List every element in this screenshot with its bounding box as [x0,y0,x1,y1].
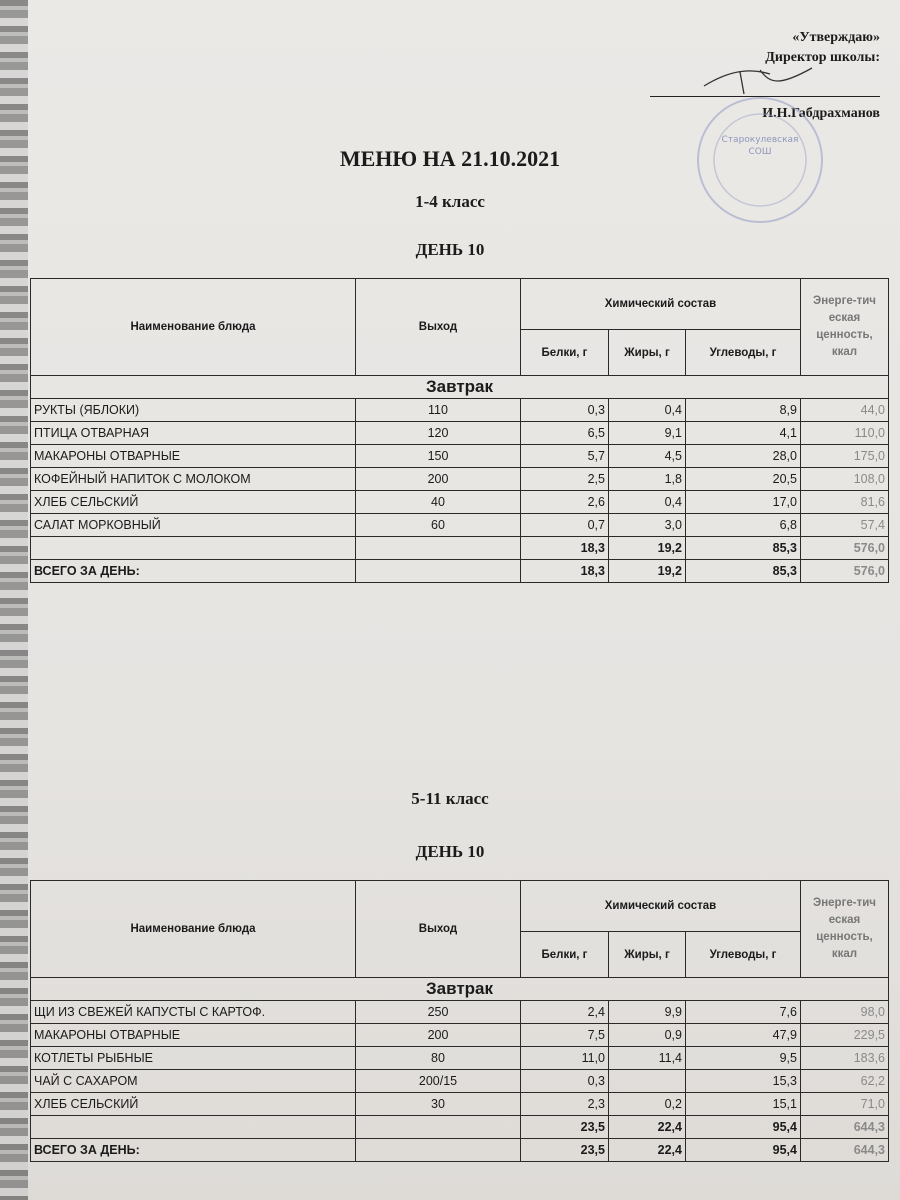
table-cell: 81,6 [801,491,889,514]
table-cell: 644,3 [801,1139,889,1162]
table-cell: МАКАРОНЫ ОТВАРНЫЕ [31,445,356,468]
table-cell: 1,8 [609,468,686,491]
table-cell: 0,2 [609,1093,686,1116]
table-row [31,399,889,422]
menu-table [30,880,889,1162]
table-cell: 200/15 [356,1070,521,1093]
table-cell: 62,2 [801,1070,889,1093]
header-name: Наименование блюда [31,881,356,978]
table-row [31,1093,889,1116]
menu-table [30,278,889,583]
table-cell: 175,0 [801,445,889,468]
table-cell: 110,0 [801,422,889,445]
table-cell: 0,7 [521,514,609,537]
header-fat: Жиры, г [609,330,686,376]
table-cell: ЧАЙ С САХАРОМ [31,1070,356,1093]
table-cell: 7,5 [521,1024,609,1047]
table-row [31,1047,889,1070]
header-carbs: Углеводы, г [686,932,801,978]
table-cell: РУКТЫ (ЯБЛОКИ) [31,399,356,422]
table-cell: 0,3 [521,1070,609,1093]
approval-line: «Утверждаю» [792,30,880,45]
table-cell: 95,4 [686,1116,801,1139]
table-row [31,1024,889,1047]
table-cell: 0,3 [521,399,609,422]
table-cell: 15,1 [686,1093,801,1116]
table-cell: 95,4 [686,1139,801,1162]
director-name: И.Н.Габдрахманов [762,106,880,121]
table-cell: 98,0 [801,1001,889,1024]
header-fat: Жиры, г [609,932,686,978]
table-cell: ХЛЕБ СЕЛЬСКИЙ [31,491,356,514]
table-cell: 576,0 [801,560,889,583]
table-cell: ВСЕГО ЗА ДЕНЬ: [31,1139,356,1162]
subtotal-row [31,1116,889,1139]
table-cell: 11,4 [609,1047,686,1070]
table-cell: 15,3 [686,1070,801,1093]
table-cell: 20,5 [686,468,801,491]
header-energy: Энерге-тич еская ценность, ккал [801,279,889,376]
header-chem: Химический состав [521,279,801,330]
table-cell: 47,9 [686,1024,801,1047]
table-cell: 57,4 [801,514,889,537]
table-cell: 7,6 [686,1001,801,1024]
table-cell [356,1116,521,1139]
table-cell: 18,3 [521,537,609,560]
menu-title: МЕНЮ НА 21.10.2021 [339,146,561,171]
stamp-text: СОШ [748,147,772,157]
table-cell: 2,4 [521,1001,609,1024]
table-row [31,491,889,514]
director-title: Директор школы: [765,50,880,65]
table-cell: 19,2 [609,537,686,560]
table-cell: 60 [356,514,521,537]
table-cell: 120 [356,422,521,445]
table-cell: 85,3 [686,537,801,560]
total-row [31,1139,889,1162]
table-row [31,468,889,491]
table-cell: 229,5 [801,1024,889,1047]
table-row [31,514,889,537]
total-row [31,560,889,583]
table-cell: 23,5 [521,1139,609,1162]
table-cell: 22,4 [609,1139,686,1162]
table-row [31,1001,889,1024]
table-cell [31,537,356,560]
table-row [31,422,889,445]
table-cell: 200 [356,1024,521,1047]
table-cell [31,1116,356,1139]
table-cell: 19,2 [609,560,686,583]
table-cell [609,1070,686,1093]
table-cell: 2,3 [521,1093,609,1116]
table-cell: 6,5 [521,422,609,445]
table-cell: 18,3 [521,560,609,583]
day-title: ДЕНЬ 10 [415,240,485,259]
grade-title: 5-11 класс [411,789,489,808]
table-cell: 30 [356,1093,521,1116]
header-yield: Выход [356,279,521,376]
header-chem: Химический состав [521,881,801,932]
table-cell: 3,0 [609,514,686,537]
table-cell: 0,4 [609,491,686,514]
table-cell: 44,0 [801,399,889,422]
meal-title: Завтрак [31,376,889,399]
table-cell: 9,9 [609,1001,686,1024]
header-yield: Выход [356,881,521,978]
table-cell: ХЛЕБ СЕЛЬСКИЙ [31,1093,356,1116]
table-cell [356,1139,521,1162]
table-cell: 110 [356,399,521,422]
header-protein: Белки, г [521,330,609,376]
subtotal-row [31,537,889,560]
stamp-text: Старокулевская [721,135,799,145]
scan-edge [0,0,28,1200]
table-cell [356,560,521,583]
table-cell: 644,3 [801,1116,889,1139]
table-cell: 17,0 [686,491,801,514]
table-row [31,445,889,468]
table-cell: 0,9 [609,1024,686,1047]
grade-title: 1-4 класс [415,192,485,211]
table-cell [356,537,521,560]
table-cell: 71,0 [801,1093,889,1116]
table-cell: 40 [356,491,521,514]
table-cell: 4,1 [686,422,801,445]
table-cell: 22,4 [609,1116,686,1139]
table-cell: КОФЕЙНЫЙ НАПИТОК С МОЛОКОМ [31,468,356,491]
header-name: Наименование блюда [31,279,356,376]
table-cell: 183,6 [801,1047,889,1070]
table-cell: 6,8 [686,514,801,537]
table-cell: 85,3 [686,560,801,583]
table-cell: 2,5 [521,468,609,491]
table-cell: 80 [356,1047,521,1070]
table-cell: 250 [356,1001,521,1024]
table-cell: 8,9 [686,399,801,422]
table-cell: 150 [356,445,521,468]
table-cell: МАКАРОНЫ ОТВАРНЫЕ [31,1024,356,1047]
table-row [31,1070,889,1093]
table-cell: 108,0 [801,468,889,491]
header-energy: Энерге-тич еская ценность, ккал [801,881,889,978]
table-cell: 4,5 [609,445,686,468]
table-cell: 200 [356,468,521,491]
table-cell: ЩИ ИЗ СВЕЖЕЙ КАПУСТЫ С КАРТОФ. [31,1001,356,1024]
table-cell: 2,6 [521,491,609,514]
table-cell: САЛАТ МОРКОВНЫЙ [31,514,356,537]
table-cell: ВСЕГО ЗА ДЕНЬ: [31,560,356,583]
table-cell: 9,5 [686,1047,801,1070]
header-carbs: Углеводы, г [686,330,801,376]
table-cell: 11,0 [521,1047,609,1070]
table-cell: 9,1 [609,422,686,445]
meal-title: Завтрак [31,978,889,1001]
table-cell: 0,4 [609,399,686,422]
header-protein: Белки, г [521,932,609,978]
table-cell: 28,0 [686,445,801,468]
table-cell: ПТИЦА ОТВАРНАЯ [31,422,356,445]
day-title: ДЕНЬ 10 [415,842,485,861]
table-cell: 576,0 [801,537,889,560]
table-cell: 23,5 [521,1116,609,1139]
table-cell: 5,7 [521,445,609,468]
table-cell: КОТЛЕТЫ РЫБНЫЕ [31,1047,356,1070]
